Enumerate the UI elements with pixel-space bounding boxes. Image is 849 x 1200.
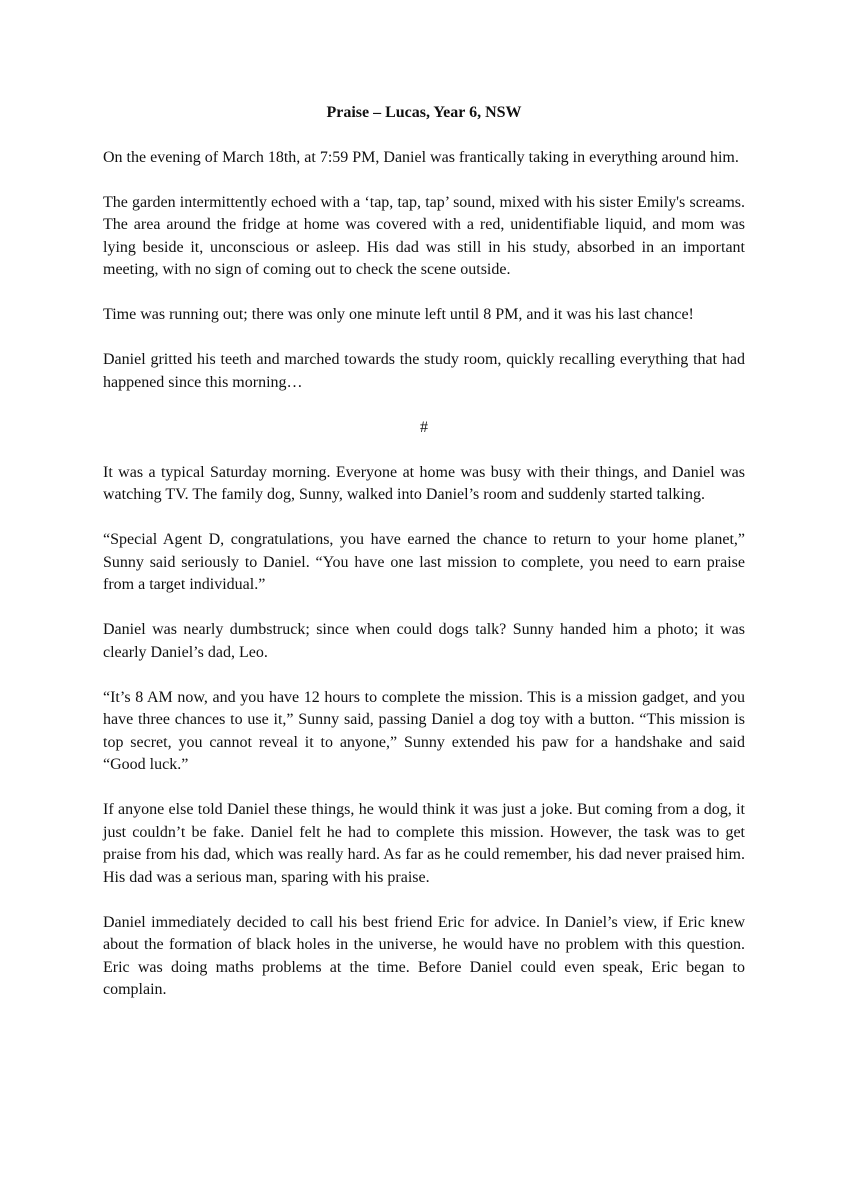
paragraph: Daniel gritted his teeth and marched towards the study room, quickly recalling everything that had happened since this morning… [103, 351, 745, 391]
paragraph: The garden intermittently echoed with a ‘tap, tap, tap’ sound, mixed with his sister Emily's screams. The area around the fridge at home was covered with a red, unidentifiable liquid, and mom was lying beside it, unconscious or asleep. His dad was still in his study, absorbed in an important meeting, with no sign of coming out to check the scene outside. [103, 193, 745, 278]
paragraph: Daniel was nearly dumbstruck; since when could dogs talk? Sunny handed him a photo; it was clearly Daniel’s dad, Leo. [103, 621, 745, 661]
paragraph: Time was running out; there was only one minute left until 8 PM, and it was his last chance! [103, 306, 694, 323]
paragraph: If anyone else told Daniel these things, he would think it was just a joke. But coming from a dog, it just couldn’t be fake. Daniel felt he had to complete this mission. However, the task was to get praise from his dad, which was really hard. As far as he could remember, his dad never praised him. His dad was a serious man, sparing with his praise. [103, 801, 745, 886]
document-title: Praise – Lucas, Year 6, NSW [326, 104, 522, 121]
paragraph: On the evening of March 18th, at 7:59 PM, Daniel was frantically taking in everything around him. [103, 148, 739, 166]
section-break: # [420, 418, 428, 436]
paragraph: “Special Agent D, congratulations, you have earned the chance to return to your home planet,” Sunny said seriously to Daniel. “You have one last mission to complete, you need to earn praise from a target individual.” [103, 531, 745, 593]
document-page [103, 102, 745, 1024]
paragraph: Daniel immediately decided to call his best friend Eric for advice. In Daniel’s view, if Eric knew about the formation of black holes in the universe, he would have no problem with this question. Eric was doing maths problems at the time. Before Daniel could even speak, Eric began to complain. [103, 913, 745, 998]
paragraph: It was a typical Saturday morning. Everyone at home was busy with their things, and Daniel was watching TV. The family dog, Sunny, walked into Daniel’s room and suddenly started talking. [103, 463, 745, 503]
paragraph: “It’s 8 AM now, and you have 12 hours to complete the mission. This is a mission gadget, and you have three chances to use it,” Sunny said, passing Daniel a dog toy with a button. “This mission is top secret, you cannot reveal it to anyone,” Sunny extended his paw for a handshake and said “Good luck.” [103, 688, 745, 773]
